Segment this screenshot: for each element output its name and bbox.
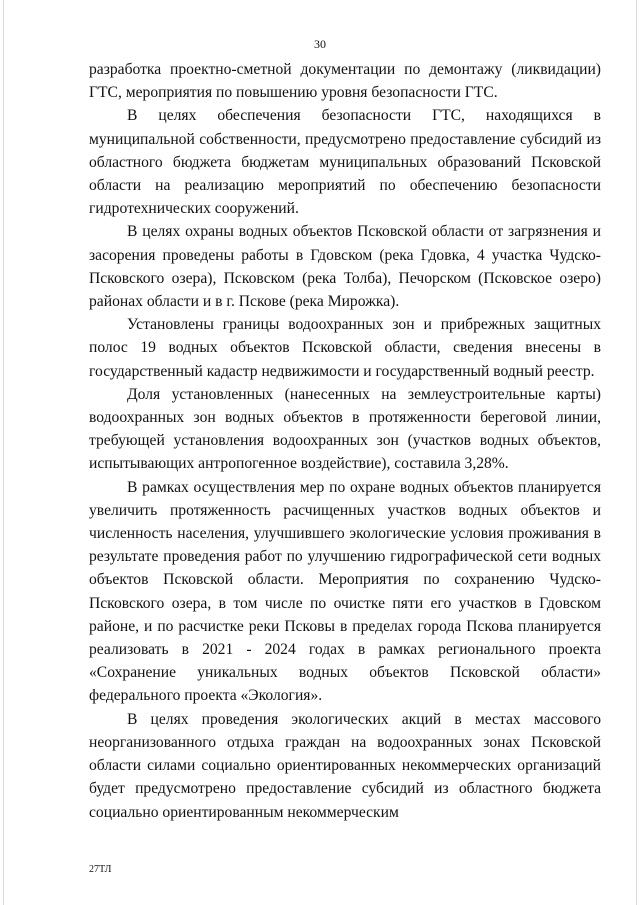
- paragraph-ecological-actions: В целях проведения экологических акций в местах массового неорганизованного отдыха граждан на водоохранных зонах Псковской области силами социально ориентированных некоммерческих организаций будет предусмотрено предоставление субсидий из областного бюджета социально ориентированным некоммерческим: [89, 710, 601, 821]
- paragraph-water-protection-works: В целях охраны водных объектов Псковской области от загрязнения и засорения проведены работы в Гдовском (река Гдовка, 4 участка Чудско-Псковского озера), Псковском (река Толба), Печорском (Псковское озеро) районах области и в г. Пскове (река Мирожка).: [89, 223, 601, 311]
- paragraph-gts-subsidies: В целях обеспечения безопасности ГТС, находящихся в муниципальной собственности, предусмотрено предоставление субсидий из областного бюджета бюджетам муниципальных образований Псковской области на реализацию мероприятий по обеспечению безопасности гидротехнических сооружений.: [89, 107, 601, 218]
- page-number: 30: [314, 37, 326, 51]
- document-body: [89, 58, 601, 824]
- paragraph-protection-zones: Установлены границы водоохранных зон и прибрежных защитных полос 19 водных объектов Псковской области, сведения внесены в государственный кадастр недвижимости и государственный водный реестр.: [89, 316, 601, 380]
- scan-edge-left: [3, 0, 4, 905]
- paragraph-zones-share: Доля установленных (нанесенных на землеустроительные карты) водоохранных зон водных объектов в протяженности береговой линии, требующей установления водоохранных зон (участков водных объектов, испытывающих антропогенное воздействие), составила 3,28%.: [89, 385, 601, 473]
- paragraph-continuation: разработка проектно-сметной документации по демонтажу (ликвидации) ГТС, мероприятия по повышению уровня безопасности ГТС.: [89, 61, 601, 102]
- scan-edge-right: [636, 0, 637, 905]
- footer-code: 27ТЛ: [89, 864, 112, 875]
- paragraph-planned-measures: В рамках осуществления мер по охране водных объектов планируется увеличить протяженность расчищенных участков водных объектов и численность населения, улучшившего экологические условия проживания в результате проведения работ по улучшению гидрографической сети водных объектов Псковской области. Мероприятия по сохранению Чудско-Псковского озера, в том числе по очистке пяти его участков в Гдовском районе, и по расчистке реки Псковы в пределах города Пскова планируется реализовать в 2021 - 2024 годах в рамках регионального проекта «Сохранение уникальных водных объектов Псковской области» федерального проекта «Экология».: [89, 478, 601, 705]
